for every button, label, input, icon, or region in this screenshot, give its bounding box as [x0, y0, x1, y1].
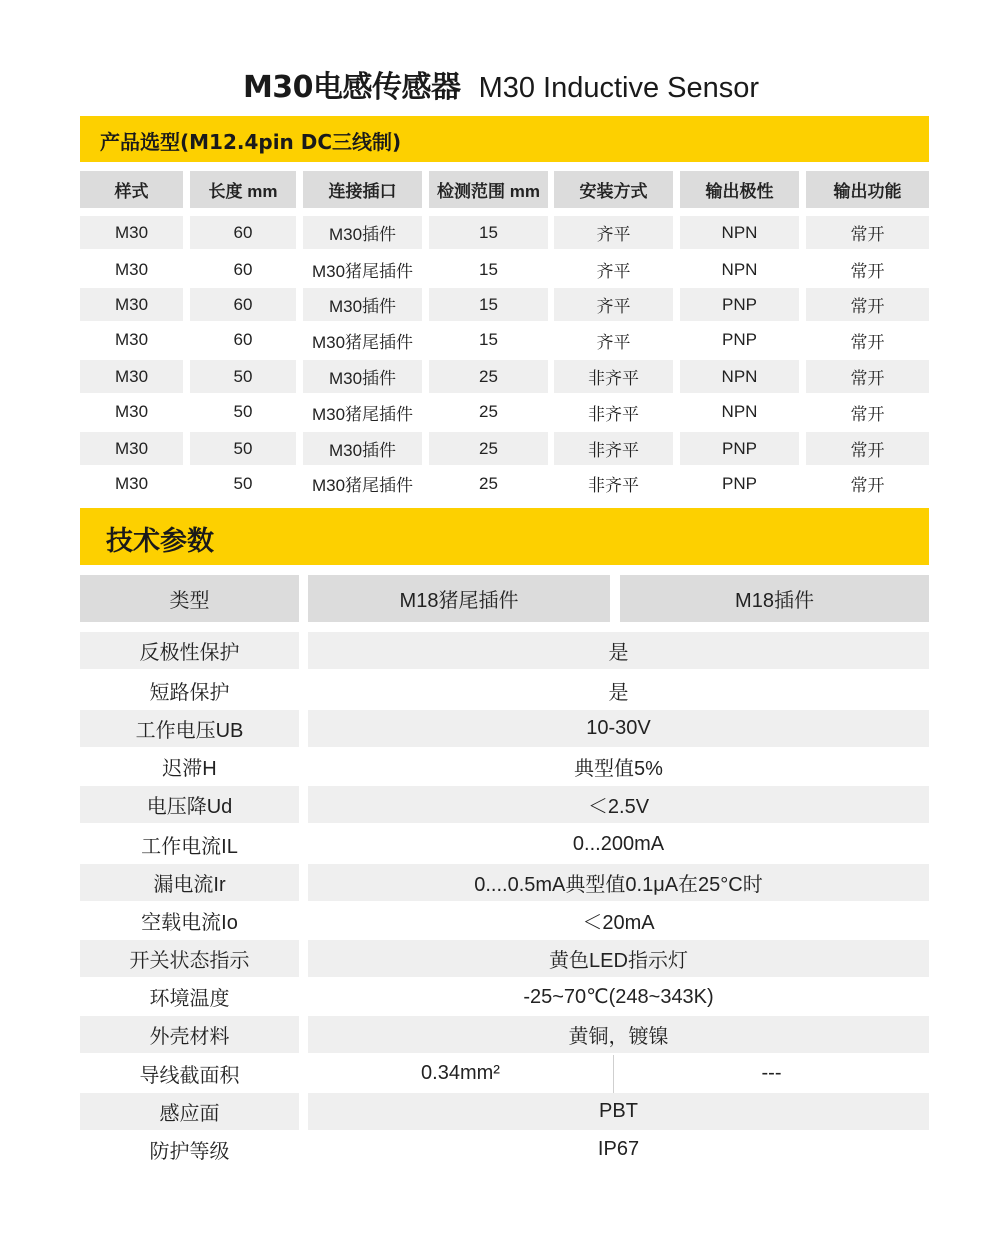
selection-header-cell: 连接插口: [303, 171, 422, 208]
specs-header-cell: M18插件: [620, 575, 929, 622]
selection-cell: 非齐平: [554, 432, 673, 465]
spec-label: 外壳材料: [80, 1016, 299, 1053]
selection-cell: 常开: [806, 432, 929, 465]
column-divider: [613, 1055, 614, 1093]
selection-cell: M30: [114, 330, 149, 349]
selection-header-cell: 样式: [80, 171, 183, 208]
selection-cell: M30猪尾插件: [311, 476, 414, 495]
title-en: M30 Inductive Sensor: [478, 72, 760, 104]
selection-cell: 非齐平: [554, 360, 673, 393]
specs-header-cell: M18猪尾插件: [308, 575, 610, 622]
spec-label: 电压降Ud: [80, 786, 299, 823]
selection-cell: 15: [429, 216, 548, 249]
selection-cell: 常开: [850, 332, 885, 352]
spec-value: 典型值5%: [574, 758, 663, 780]
selection-cell: 25: [429, 360, 548, 393]
selection-cell: 齐平: [596, 332, 631, 352]
selection-cell: 60: [190, 216, 296, 249]
selection-cell: M30: [114, 259, 149, 279]
selection-cell: M30猪尾插件: [311, 404, 414, 424]
specs-banner: [80, 508, 929, 565]
selection-cell: 50: [233, 473, 253, 493]
selection-cell: M30: [80, 360, 183, 393]
selection-header-cell: 输出功能: [806, 171, 929, 208]
spec-label: 反极性保护: [80, 632, 299, 669]
spec-value: 10-30V: [308, 710, 929, 747]
selection-cell: 50: [190, 432, 296, 465]
selection-cell: 常开: [850, 476, 885, 495]
selection-header-cell: 长度 mm: [190, 171, 296, 208]
spec-value: IP67: [597, 1138, 640, 1160]
selection-cell: 15: [479, 330, 498, 349]
spec-value: 是: [608, 682, 629, 704]
selection-cell: PNP: [722, 330, 757, 349]
selection-cell: 15: [479, 259, 498, 279]
selection-cell: 常开: [806, 360, 929, 393]
selection-cell: NPN: [721, 402, 758, 421]
selection-cell: M30: [80, 288, 183, 321]
selection-cell: M30插件: [303, 288, 422, 321]
page-title: [0, 62, 1002, 106]
selection-cell: PNP: [680, 432, 799, 465]
spec-label: 防护等级: [149, 1141, 230, 1163]
selection-cell: 25: [479, 473, 498, 493]
selection-cell: M30: [114, 402, 149, 421]
selection-cell: 常开: [850, 262, 885, 281]
selection-cell: M30猪尾插件: [311, 262, 414, 281]
selection-cell: M30: [114, 473, 149, 493]
spec-value: ＜20mA: [582, 912, 655, 934]
selection-cell: 60: [233, 330, 253, 349]
selection-cell: NPN: [680, 360, 799, 393]
spec-value-alt: ---: [761, 1062, 782, 1084]
selection-banner: [80, 116, 929, 162]
spec-label: 漏电流Ir: [80, 864, 299, 901]
spec-label: 环境温度: [149, 988, 230, 1010]
spec-value: 是: [308, 632, 929, 669]
selection-header-cell: 检测范围 mm: [429, 171, 548, 208]
spec-value: 0...200mA: [572, 833, 665, 855]
spec-value: 0....0.5mA典型值0.1μA在25°C时: [308, 864, 929, 901]
selection-cell: 50: [190, 360, 296, 393]
selection-cell: 非齐平: [588, 476, 639, 495]
selection-cell: M30插件: [303, 432, 422, 465]
selection-cell: 非齐平: [588, 404, 639, 424]
spec-value: 黄铜，镀镍: [308, 1016, 929, 1053]
selection-cell: PNP: [680, 288, 799, 321]
selection-cell: 25: [429, 432, 548, 465]
selection-cell: 齐平: [554, 216, 673, 249]
spec-label: 开关状态指示: [80, 940, 299, 977]
spec-value: 黄色LED指示灯: [308, 940, 929, 977]
selection-cell: NPN: [721, 259, 758, 279]
selection-cell: NPN: [680, 216, 799, 249]
spec-label: 工作电流IL: [141, 836, 238, 858]
selection-cell: PNP: [722, 473, 757, 493]
specs-heading: 技术参数: [106, 526, 214, 557]
specs-header-cell: 类型: [80, 575, 299, 622]
selection-cell: M30插件: [303, 216, 422, 249]
selection-cell: 齐平: [554, 288, 673, 321]
spec-label: 短路保护: [149, 682, 230, 704]
selection-cell: M30: [80, 216, 183, 249]
selection-cell: 15: [429, 288, 548, 321]
selection-header-cell: 安装方式: [554, 171, 673, 208]
spec-label: 工作电压UB: [80, 710, 299, 747]
selection-cell: M30: [80, 432, 183, 465]
selection-cell: 常开: [806, 288, 929, 321]
spec-label: 感应面: [80, 1093, 299, 1130]
spec-value: PBT: [308, 1093, 929, 1130]
selection-cell: 常开: [850, 404, 885, 424]
spec-label: 迟滞H: [162, 758, 217, 780]
spec-value: 0.34mm²: [421, 1062, 500, 1084]
selection-cell: 60: [233, 259, 253, 279]
selection-heading: 产品选型(M12.4pin DC三线制): [100, 130, 402, 154]
spec-value: -25~70℃(248~343K): [523, 986, 714, 1008]
selection-cell: 50: [233, 402, 253, 421]
selection-cell: 60: [190, 288, 296, 321]
spec-label: 导线截面积: [139, 1065, 240, 1087]
selection-cell: 常开: [806, 216, 929, 249]
selection-cell: M30插件: [303, 360, 422, 393]
selection-header-cell: 输出极性: [680, 171, 799, 208]
title-zh: M30电感传感器: [242, 70, 461, 105]
spec-value: ＜2.5V: [308, 786, 929, 823]
selection-cell: 25: [479, 402, 498, 421]
spec-label: 空载电流Io: [141, 912, 238, 934]
selection-cell: 齐平: [596, 262, 631, 281]
selection-cell: M30猪尾插件: [311, 332, 414, 352]
